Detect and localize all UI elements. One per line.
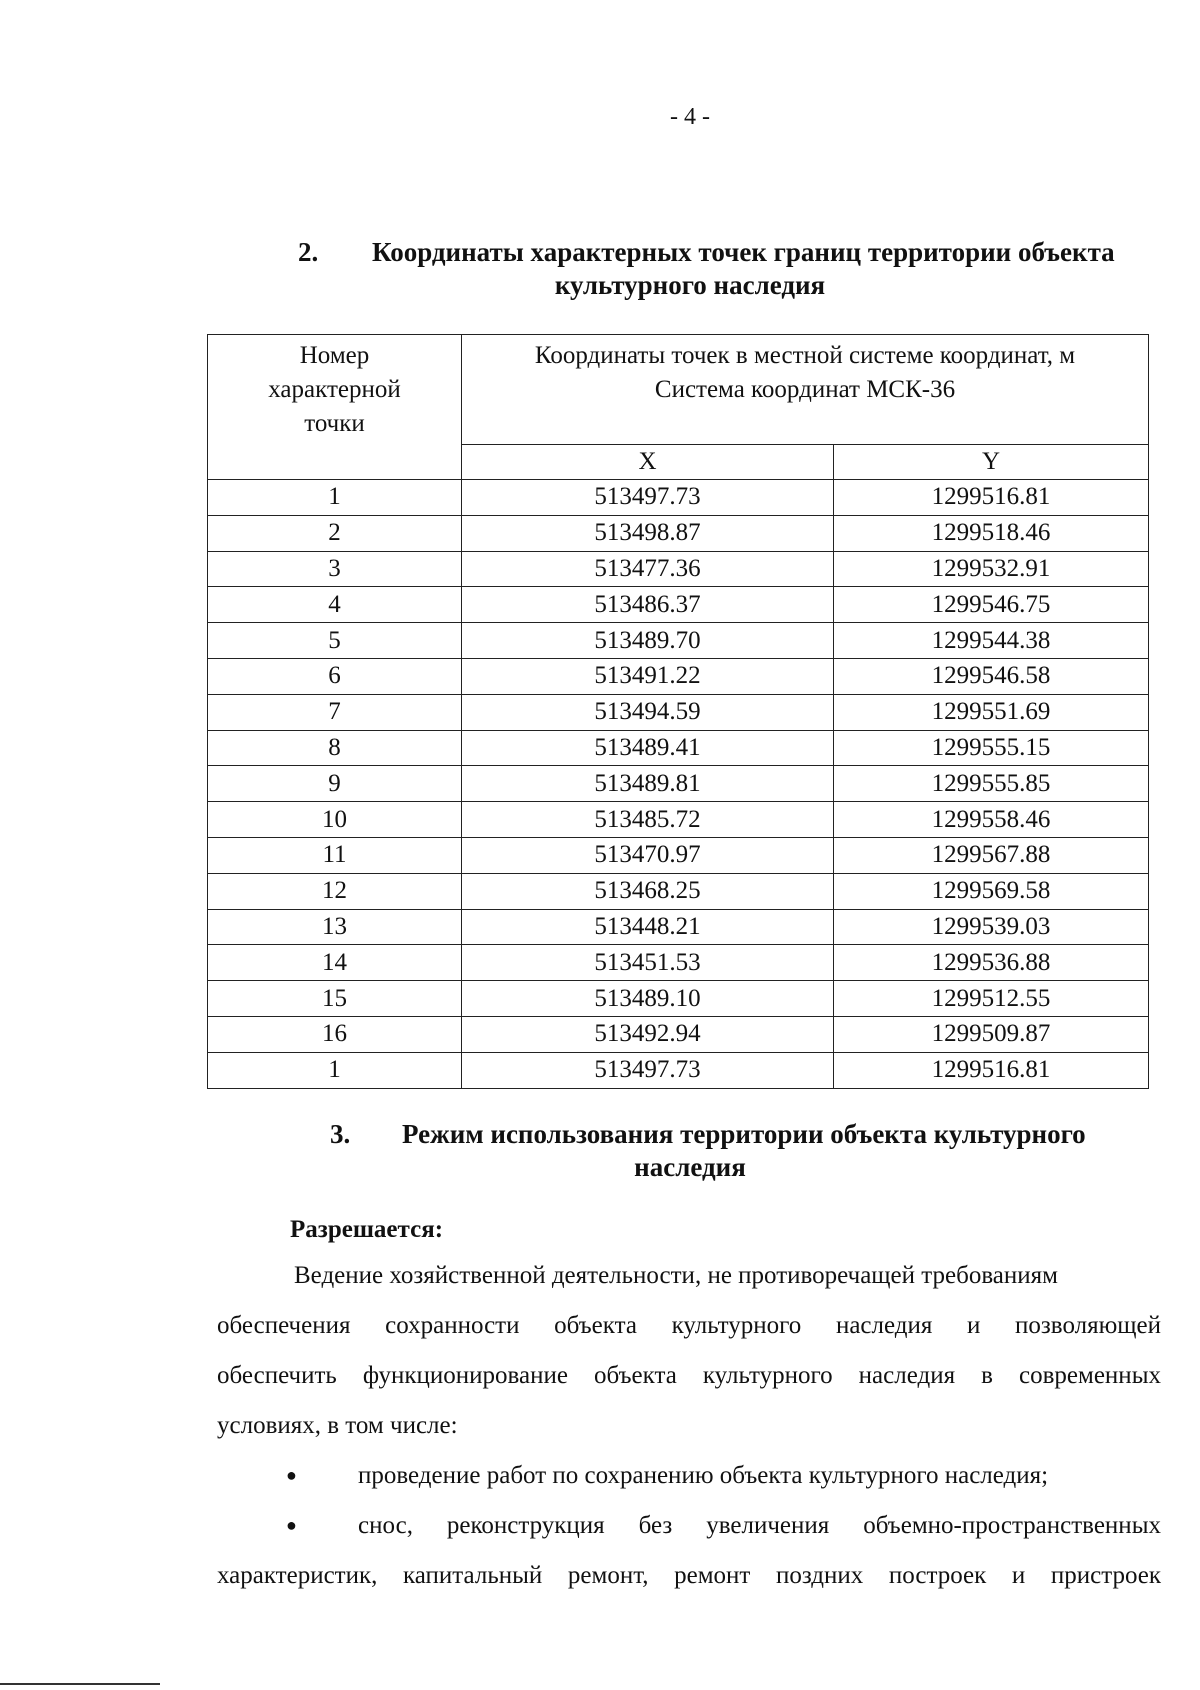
point-number-cell: 13 <box>208 909 462 945</box>
y-coordinate-cell: 1299509.87 <box>834 1016 1149 1052</box>
table-row <box>208 694 1149 730</box>
y-coordinate-cell: 1299558.46 <box>834 802 1149 838</box>
allowed-paragraph-line3: обеспечить функционирование объекта культурного наследия в современных <box>217 1362 1161 1389</box>
x-coordinate-cell: 513491.22 <box>462 658 834 694</box>
table-row <box>208 909 1149 945</box>
point-number-cell: 5 <box>208 623 462 659</box>
y-coordinate-cell: 1299544.38 <box>834 623 1149 659</box>
bullet-2-text-line2: характеристик, капитальный ремонт, ремонт поздних построек и пристроек <box>217 1562 1161 1589</box>
y-coordinate-cell: 1299539.03 <box>834 909 1149 945</box>
point-number-cell: 12 <box>208 873 462 909</box>
header-y: Y <box>834 444 1149 479</box>
y-coordinate-cell: 1299516.81 <box>834 1052 1149 1088</box>
bullet-2-text-line1: снос, реконструкция без увеличения объемно-пространственных <box>358 1512 1161 1539</box>
section-3-title-line2: наследия <box>634 1152 746 1182</box>
table-row <box>208 1052 1149 1088</box>
header-coords-line1: Координаты точек в местной системе координат, м <box>534 342 1076 369</box>
y-coordinate-cell: 1299536.88 <box>834 945 1149 981</box>
table-row <box>208 766 1149 802</box>
y-coordinate-cell: 1299555.15 <box>834 730 1149 766</box>
table-row <box>208 837 1149 873</box>
y-coordinate-cell: 1299567.88 <box>834 837 1149 873</box>
section-2-number: 2. <box>298 237 319 267</box>
x-coordinate-cell: 513470.97 <box>462 837 834 873</box>
x-coordinate-cell: 513489.81 <box>462 766 834 802</box>
table-row <box>208 658 1149 694</box>
point-number-cell: 3 <box>208 551 462 587</box>
header-coords-line2: Система координат МСК-36 <box>654 376 956 403</box>
section-2-title-line2: культурного наследия <box>554 270 826 300</box>
x-coordinate-cell: 513468.25 <box>462 873 834 909</box>
point-number-cell: 4 <box>208 587 462 623</box>
point-number-cell: 7 <box>208 694 462 730</box>
x-coordinate-cell: 513477.36 <box>462 551 834 587</box>
y-coordinate-cell: 1299555.85 <box>834 766 1149 802</box>
table-row <box>208 873 1149 909</box>
header-point-line3: точки <box>304 410 365 437</box>
header-coordinates <box>462 335 1149 445</box>
section-3-number: 3. <box>330 1119 351 1149</box>
point-number-cell: 1 <box>208 1052 462 1088</box>
point-number-cell: 10 <box>208 802 462 838</box>
point-number-cell: 9 <box>208 766 462 802</box>
table-header-row <box>208 335 1149 445</box>
x-coordinate-cell: 513492.94 <box>462 1016 834 1052</box>
point-number-cell: 1 <box>208 480 462 516</box>
table-row <box>208 730 1149 766</box>
y-coordinate-cell: 1299516.81 <box>834 480 1149 516</box>
point-number-cell: 15 <box>208 981 462 1017</box>
table-row <box>208 480 1149 516</box>
x-coordinate-cell: 513485.72 <box>462 802 834 838</box>
page-number: - 4 - <box>670 104 710 130</box>
header-point-number <box>208 335 462 480</box>
table-row <box>208 981 1149 1017</box>
x-coordinate-cell: 513489.41 <box>462 730 834 766</box>
bullet-2-icon: ● <box>286 1515 297 1535</box>
x-coordinate-cell: 513451.53 <box>462 945 834 981</box>
x-coordinate-cell: 513489.10 <box>462 981 834 1017</box>
coordinates-table <box>207 334 1149 1089</box>
point-number-cell: 14 <box>208 945 462 981</box>
allowed-paragraph-line4: условиях, в том числе: <box>217 1412 458 1439</box>
bullet-1-icon: ● <box>286 1465 297 1485</box>
x-coordinate-cell: 513498.87 <box>462 515 834 551</box>
x-coordinate-cell: 513494.59 <box>462 694 834 730</box>
point-number-cell: 2 <box>208 515 462 551</box>
allowed-label: Разрешается: <box>290 1216 444 1243</box>
table-row <box>208 945 1149 981</box>
table-row <box>208 587 1149 623</box>
table-row <box>208 802 1149 838</box>
section-2-title-line1: Координаты характерных точек границ территории объекта <box>372 237 1115 267</box>
table-row <box>208 515 1149 551</box>
table-row <box>208 1016 1149 1052</box>
x-coordinate-cell: 513448.21 <box>462 909 834 945</box>
header-x: X <box>462 444 834 479</box>
x-coordinate-cell: 513489.70 <box>462 623 834 659</box>
y-coordinate-cell: 1299551.69 <box>834 694 1149 730</box>
point-number-cell: 8 <box>208 730 462 766</box>
footer-divider <box>0 1683 160 1685</box>
y-coordinate-cell: 1299532.91 <box>834 551 1149 587</box>
allowed-paragraph-line1: Ведение хозяйственной деятельности, не противоречащей требованиям <box>294 1262 1058 1289</box>
point-number-cell: 16 <box>208 1016 462 1052</box>
y-coordinate-cell: 1299546.75 <box>834 587 1149 623</box>
y-coordinate-cell: 1299518.46 <box>834 515 1149 551</box>
x-coordinate-cell: 513497.73 <box>462 480 834 516</box>
y-coordinate-cell: 1299546.58 <box>834 658 1149 694</box>
y-coordinate-cell: 1299569.58 <box>834 873 1149 909</box>
y-coordinate-cell: 1299512.55 <box>834 981 1149 1017</box>
section-3-title-line1: Режим использования территории объекта культурного <box>402 1119 1086 1149</box>
point-number-cell: 11 <box>208 837 462 873</box>
table-row <box>208 551 1149 587</box>
x-coordinate-cell: 513497.73 <box>462 1052 834 1088</box>
x-coordinate-cell: 513486.37 <box>462 587 834 623</box>
header-point-line1: Номер <box>299 342 370 369</box>
point-number-cell: 6 <box>208 658 462 694</box>
bullet-1-text: проведение работ по сохранению объекта культурного наследия; <box>358 1462 1049 1489</box>
allowed-paragraph-line2: обеспечения сохранности объекта культурного наследия и позволяющей <box>217 1312 1161 1339</box>
header-point-line2: характерной <box>268 376 401 403</box>
table-row <box>208 623 1149 659</box>
